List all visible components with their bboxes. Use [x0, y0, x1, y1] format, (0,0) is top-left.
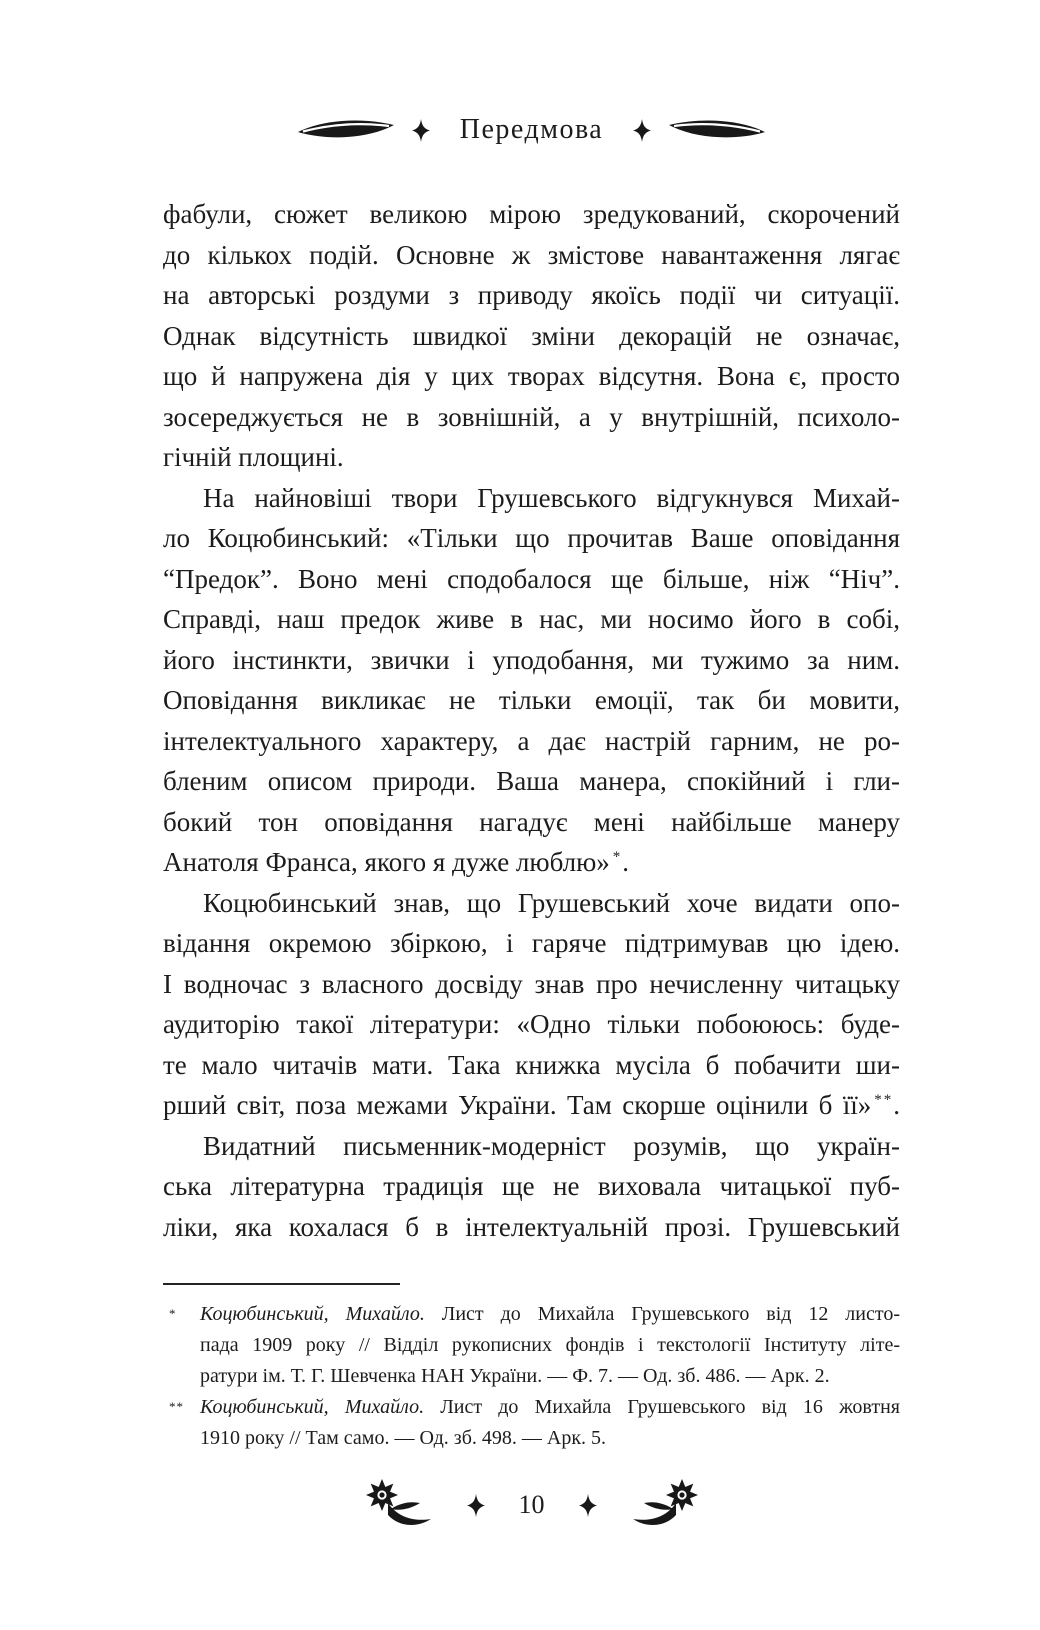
text-line: Однак відсутність швидкої зміни декорацій не означає, — [163, 320, 900, 351]
text-line: на авторські роздуми з приводу якоїсь події чи ситуації. — [163, 280, 900, 310]
diamond-icon — [579, 1494, 597, 1517]
footnote-reference-marker: ** — [874, 1092, 894, 1108]
footnotes-section — [163, 1283, 900, 1454]
chapter-title: Передмова — [459, 114, 604, 145]
chapter-header — [163, 114, 900, 146]
text-line: Оповідання викликає не тільки емоції, так би мовити, — [163, 685, 900, 715]
text-line: до кількох подій. Основне ж змістове навантаження лягає — [163, 239, 900, 270]
text-line: ло Коцюбинський: «Тільки що прочитав Ваше оповідання — [163, 523, 900, 553]
diamond-icon — [412, 119, 430, 142]
text-line: рший світ, поза межами України. Там скорше оцінили б її» **. — [163, 1090, 900, 1120]
page-footer — [163, 1478, 900, 1532]
paragraph — [163, 883, 900, 1126]
page-number: 10 — [518, 1490, 545, 1519]
text-line: гічній площині. — [163, 442, 344, 472]
paragraph — [163, 194, 900, 478]
footnote-separator — [163, 1283, 400, 1285]
footnote-marker: * — [169, 1306, 177, 1321]
text-line: “Предок”. Воно мені сподобалося ще більше, ніж “Ніч”. — [163, 563, 900, 594]
text-line: Справді, наш предок живе в нас, ми носимо його в собі, — [163, 604, 900, 634]
footnote-reference-marker: * — [612, 849, 623, 865]
text-line: те мало читачів мати. Така книжка мусіла б побачити ши- — [163, 1049, 900, 1080]
text-line: Коцюбинський знав, що Грушевський хоче видати опо- — [203, 887, 900, 918]
leaf-ornament-right-icon — [667, 117, 767, 143]
text-line: Видатний письменник-модерніст розумів, що україн- — [203, 1130, 900, 1161]
footnote-marker: ** — [169, 1399, 184, 1414]
text-line: його інстинкти, звички і уподобання, ми тужимо за ним. — [163, 644, 900, 675]
text-line: фабули, сюжет великою мірою зредукований, скорочений — [163, 199, 900, 229]
text-line: бленим описом природи. Ваша манера, спокійний і гли- — [163, 766, 900, 796]
paragraph — [163, 478, 900, 883]
text-line: ська літературна традиція ще не виховала читацької пуб- — [163, 1171, 900, 1201]
footnote-line: Коцюбинський, Михайло. Лист до Михайла Грушевського від 16 жовтня — [200, 1396, 900, 1418]
text-line: ліки, яка кохалася б в інтелектуальній прозі. Грушевський — [163, 1211, 900, 1242]
diamond-icon — [633, 119, 651, 142]
footnote-line: ратури ім. Т. Г. Шевченка НАН України. — Ф. 7. — Од. зб. 486. — Арк. 2. — [200, 1365, 830, 1387]
text-line: зосереджується не в зовнішній, а у внутрішній, психоло- — [163, 401, 900, 432]
page-body-text — [163, 194, 900, 1247]
footnote-author: Коцюбинський, Михайло. — [200, 1396, 425, 1418]
text-line: відання окремою збіркою, і гаряче підтримував цю ідею. — [163, 928, 900, 958]
flower-ornament-right-icon — [627, 1478, 707, 1532]
text-line: інтелектуального характеру, а дає настрій гарним, не ро- — [163, 725, 900, 756]
footnote — [163, 1299, 900, 1392]
footnote-line: пада 1909 року // Відділ рукописних фондів і текстології Інституту літе- — [200, 1334, 900, 1356]
text-line: Анатоля Франса, якого я дуже люблю» *. — [163, 847, 630, 877]
text-line: На найновіші твори Грушевського відгукнувся Михай- — [203, 482, 900, 513]
footnote-line: Коцюбинський, Михайло. Лист до Михайла Грушевського від 12 листо- — [200, 1303, 900, 1325]
text-line: І водночас з власного досвіду знав про нечисленну читацьку — [163, 968, 900, 999]
footnote-line: 1910 року // Там само. — Од. зб. 498. — Арк. 5. — [200, 1427, 607, 1449]
footnote-author: Коцюбинський, Михайло. — [200, 1303, 425, 1325]
diamond-icon — [467, 1494, 485, 1517]
flower-ornament-left-icon — [357, 1478, 437, 1532]
paragraph — [163, 1126, 900, 1248]
leaf-ornament-left-icon — [296, 117, 396, 143]
text-line: аудиторію такої літератури: «Одно тільки побоююсь: буде- — [163, 1009, 900, 1039]
footnote — [163, 1392, 900, 1454]
text-line: що й напружена дія у цих творах відсутня. Вона є, просто — [163, 361, 900, 391]
text-line: бокий тон оповідання нагадує мені найбільше манеру — [163, 806, 900, 837]
